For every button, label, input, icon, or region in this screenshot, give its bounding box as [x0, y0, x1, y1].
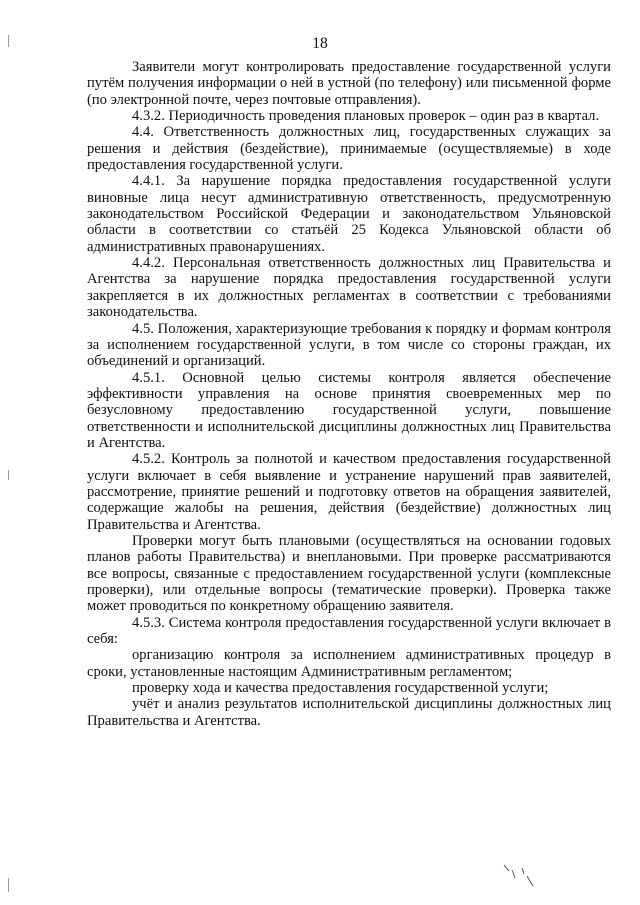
handwritten-mark-icon	[500, 862, 540, 890]
scan-margin-mark	[8, 878, 9, 892]
list-item-discipline-analysis: учёт и анализ результатов исполнительской дисциплины должностных лиц Правительства и Агентства.	[87, 696, 611, 729]
page-number: 18	[312, 35, 328, 52]
list-item-control-organization: организацию контроля за исполнением административных процедур в сроки, установленные настоящим Административным регламентом;	[87, 647, 611, 680]
paragraph-4-4: 4.4. Ответственность должностных лиц, государственных служащих за решения и действия (бездействие), принимаемые (осуществляемые) в ходе предоставления государственной услуги.	[87, 124, 611, 174]
paragraph-4-5: 4.5. Положения, характеризующие требования к порядку и формам контроля за исполнением государственной услуги, в том числе со стороны граждан, их объединений и организаций.	[87, 320, 611, 370]
paragraph-4-5-2: 4.5.2. Контроль за полнотой и качеством предоставления государственной услуги включает в себя выявление и устранение нарушений прав заявителей, рассмотрение, принятие решений и подготовку ответов на обращения заявителей, содержащие жалобы на решения, действия (бездействие) должностных лиц Правительства и Агентства.	[87, 451, 611, 533]
paragraph-4-3-2: 4.3.2. Периодичность проведения плановых проверок – один раз в квартал.	[132, 108, 600, 125]
paragraph-4-5-3: 4.5.3. Система контроля предоставления государственной услуги включает в себя:	[87, 614, 611, 648]
scan-margin-mark	[8, 470, 9, 480]
paragraph-4-5-1: 4.5.1. Основной целью системы контроля является обеспечение эффективности управления на основе принятия своевременных мер по безусловному предоставлению государственной услуги, повышение ответственности и исполнительской дисциплины должностных лиц Правительства и Агентства.	[87, 369, 611, 451]
paragraph-inspections: Проверки могут быть плановыми (осуществляться на основании годовых планов работы Правительства) и внеплановыми. При проверке рассматриваются все вопросы, связанные с предоставлением государственной услуги (комплексные проверки), или отдельные вопросы (тематические проверки). Проверка также может проводиться по конкретному обращению заявителя.	[87, 532, 611, 615]
scan-margin-mark	[8, 35, 9, 47]
paragraph-4-4-2: 4.4.2. Персональная ответственность должностных лиц Правительства и Агентства за нарушение порядка предоставления государственной услуги закрепляется в их должностных регламентах в соответствии с требованиями законодательства.	[87, 255, 611, 321]
document-body	[87, 59, 611, 729]
list-item-quality-check: проверку хода и качества предоставления государственной услуги;	[132, 680, 549, 697]
paragraph-applicants-control: Заявители могут контролировать предоставление государственной услуги путём получения информации о ней в устной (по телефону) или письменной форме (по электронной почте, через почтовые отправления).	[87, 59, 611, 108]
paragraph-4-4-1: 4.4.1. За нарушение порядка предоставления государственной услуги виновные лица несут административную ответственность, предусмотренную законодательством Российской Федерации и законодательством Ульяновской области в соответствии со статьёй 25 Кодекса Ульяновской области об административных правонарушениях.	[87, 173, 611, 255]
